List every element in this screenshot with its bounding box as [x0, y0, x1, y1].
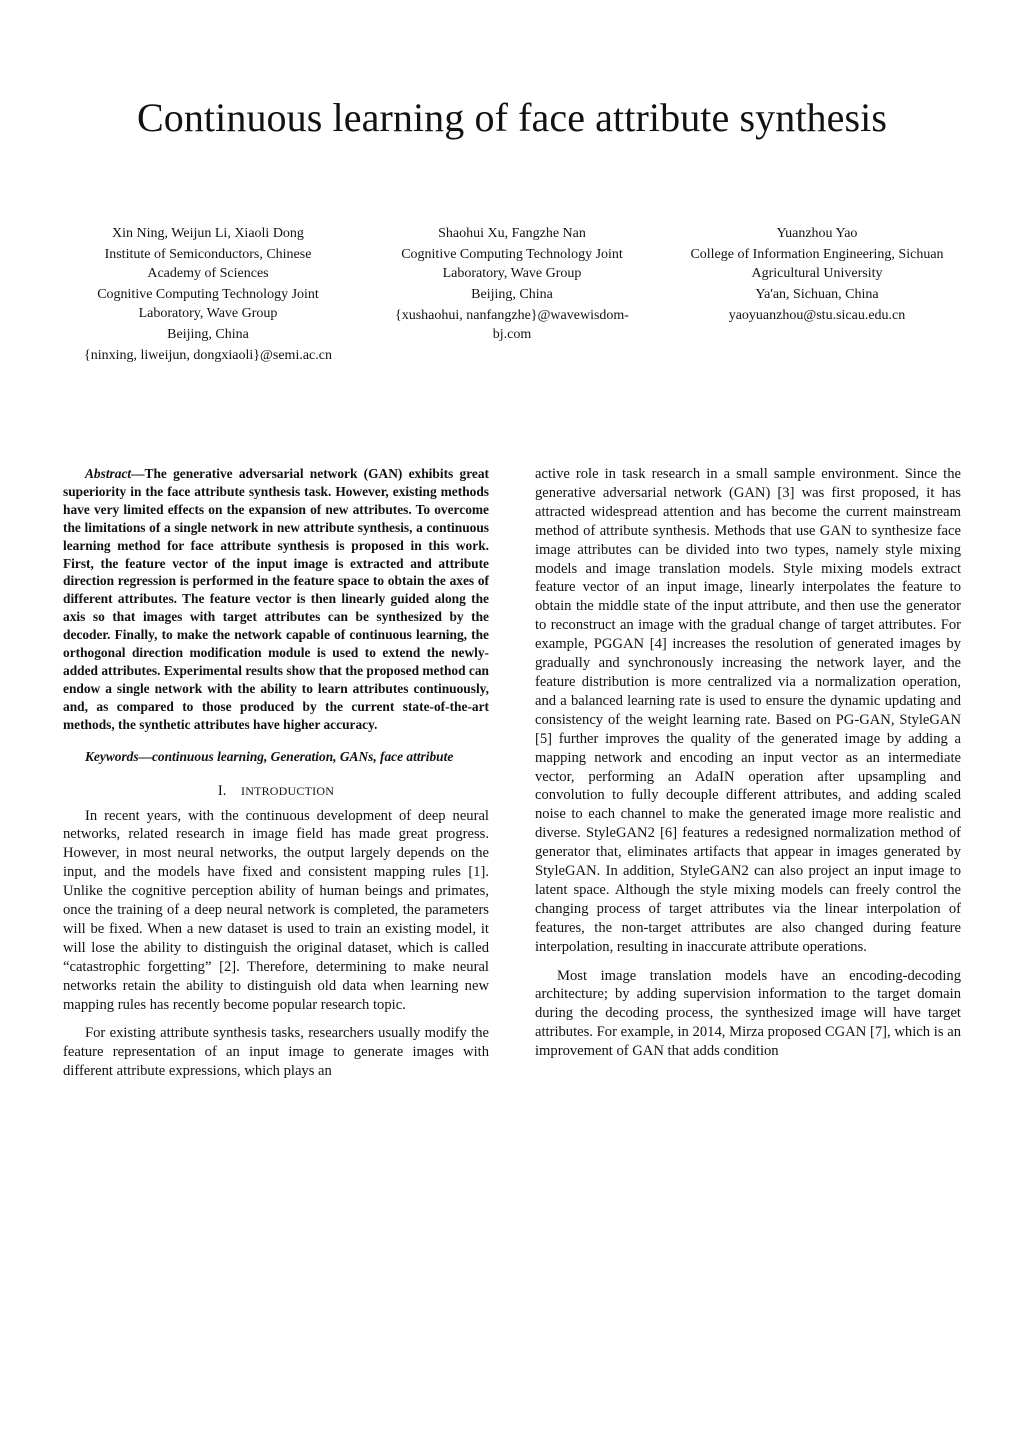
left-column — [63, 465, 489, 1081]
intro-paragraph-2-continued: active role in task research in a small sample environment. Since the generative adversarial network (GAN) [3] was first proposed, it has attracted widespread attention and has become the current mainstream method of attribute synthesis. Methods that use GAN to synthesize face image attributes can be divided into two types, namely style mixing models and image translation models. Style mixing models extract feature vector of an input image, linearly interpolates the feature to obtain the middle state of the input attribute, and then use the generator to reconstruct an image with the gradual change of target attributes. For example, PGGAN [4] increases the resolution of generated images by gradually and synchronously increasing the network layer, and the feature distribution is more centralized via a normalization operation, and a balanced learning rate is used to ensure the dynamic updating and consistency of the weight learning rate. Based on PG-GAN, StyleGAN [5] further improves the quality of the generated image by adding a mapping network and encoding an input vector as an intermediate vector, performing an AdaIN operation after upsampling and convolution to fully decouple different attributes, and adding scaled noise to each channel to make the generated image more realistic and diverse. StyleGAN2 [6] features a redesigned normalization method of generator that, eliminates artifacts that appear in images generated by StyleGAN. In addition, StyleGAN2 can also project an input image to latent space. Although the style mixing models can freely control the changing process of target attributes via the linear interpolation of features, the non-target attributes are also changed during feature interpolation, resulting in inaccurate attribute operations. — [535, 466, 961, 955]
author-block-3 — [672, 224, 962, 327]
author-location: Beijing, China — [167, 327, 249, 342]
keywords: Keywords—continuous learning, Generation, GANs, face attribute — [85, 748, 454, 764]
abstract-text: The generative adversarial network (GAN) exhibits great superiority in the face attribute synthesis task. However, existing methods have very limited effects on the expansion of new attributes. To overcome the limitations of a single network in new attribute synthesis, a continuous learning method for face attribute synthesis is proposed in this work. First, the feature vector of the input image is extracted and attribute direction regression is performed in the feature space to obtain the axes of different attributes. The feature vector is then linearly guided along the axis so that images with target attributes can be synthesized by the decoder. Finally, to make the network capable of continuous learning, the orthogonal direction modification module is used to extend the newly-added attributes. Experimental results show that the proposed method can endow a single network with the ability to learn attributes continuously, and, as compared to those produced by the current state-of-the-art methods, the synthetic attributes have higher accuracy. — [63, 466, 489, 732]
right-column — [535, 465, 961, 1061]
author-names: Xin Ning, Weijun Li, Xiaoli Dong — [112, 226, 304, 241]
author-names: Yuanzhou Yao — [776, 226, 858, 241]
abstract-dash: — — [131, 466, 145, 481]
author-affiliation: College of Information Engineering, Sichuan Agricultural University — [690, 247, 944, 281]
author-email: {ninxing, liweijun, dongxiaoli}@semi.ac.cn — [84, 348, 332, 363]
author-affiliation: Institute of Semiconductors, Chinese Academy of Sciences — [104, 247, 312, 281]
intro-paragraph-2: For existing attribute synthesis tasks, researchers usually modify the feature representation of an input image to generate images with different attribute expressions, which plays an — [63, 1025, 489, 1080]
section-title: INTRODUCTION — [241, 783, 335, 798]
author-email: yaoyuanzhou@stu.sicau.edu.cn — [728, 308, 906, 323]
intro-paragraph-3: Most image translation models have an encoding-decoding architecture; by adding supervision information to the target domain during the decoding process, the synthesized image will have target attributes. For example, in 2014, Mirza proposed CGAN [7], which is an improvement of GAN that adds condition — [535, 967, 961, 1060]
author-email: {xushaohui, nanfangzhe}@wavewisdom-bj.com — [395, 308, 629, 342]
intro-paragraph-1: In recent years, with the continuous development of deep neural networks, related research in image field has made great progress. However, in most neural networks, the output largely depends on the input, and the models have fixed and consistent mapping rules [1]. Unlike the cognitive perception ability of human beings and primates, once the training of a deep neural network is completed, the parameters will be fixed. When a new dataset is used to train an existing model, it will lose the ability to distinguish the original dataset, which is called “catastrophic forgetting” [2]. Therefore, determining to make neural networks retain the ability to distinguish old data when learning new mapping rules has recently become popular research topic. — [63, 807, 489, 1013]
author-block-2 — [382, 224, 642, 346]
author-location: Ya'an, Sichuan, China — [755, 287, 879, 302]
abstract-label: Abstract — [85, 466, 132, 481]
author-block-1 — [78, 224, 338, 367]
abstract — [63, 465, 489, 734]
section-number: I. — [217, 782, 227, 799]
author-affiliation: Cognitive Computing Technology Joint Laboratory, Wave Group — [97, 287, 319, 321]
author-names: Shaohui Xu, Fangzhe Nan — [438, 226, 586, 241]
paper-title: Continuous learning of face attribute synthesis — [136, 95, 888, 140]
author-location: Beijing, China — [471, 287, 553, 302]
author-affiliation: Cognitive Computing Technology Joint Laboratory, Wave Group — [401, 247, 623, 281]
section-heading-introduction — [63, 782, 489, 801]
